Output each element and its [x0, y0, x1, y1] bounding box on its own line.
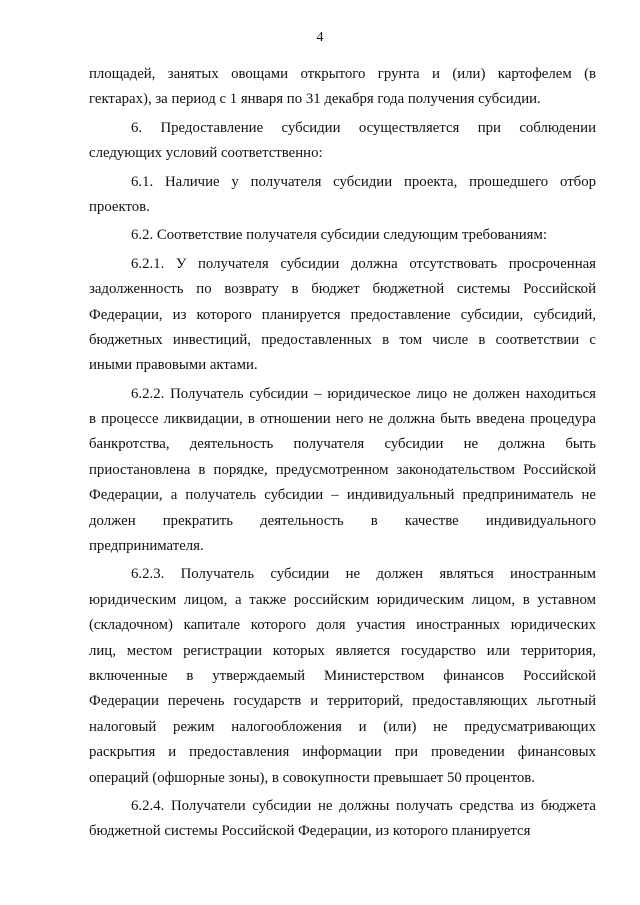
- document-body: [89, 62, 596, 848]
- paragraph: [89, 794, 596, 845]
- text-line: 6.1. Наличие у получателя субсидии проекта, прошедшего отбор: [131, 173, 596, 190]
- paragraph: [89, 382, 596, 560]
- page-number: 4: [316, 30, 324, 45]
- text-line: 6.2.3. Получатель субсидии не должен являться иностранным: [131, 566, 596, 583]
- text-line: в процессе ликвидации, в отношении него не должна быть введена процедура: [89, 411, 596, 428]
- text-line: (складочном) капитале которого доля участия иностранных юридических: [89, 617, 596, 634]
- text-line: проектов.: [89, 198, 150, 215]
- text-line: 6.2.4. Получатели субсидии не должны получать средства из бюджета: [131, 797, 596, 814]
- text-line: юридическим лицом, а также российским юридическим лицом, в уставном: [89, 591, 596, 608]
- text-line: налоговый режим налогообложения и (или) не предусматривающих: [89, 718, 596, 735]
- text-line: Федерации, из которого планируется предоставление субсидии, субсидий,: [89, 306, 596, 323]
- text-line: Федерации, а получатель субсидии – индивидуальный предприниматель не: [89, 487, 596, 504]
- text-line: бюджетной системы Российской Федерации, из которого планируется: [89, 823, 531, 840]
- text-line: 6.2.2. Получатель субсидии – юридическое лицо не должен находиться: [131, 385, 596, 402]
- paragraph: [89, 223, 596, 248]
- paragraph: [89, 562, 596, 791]
- text-line: 6. Предоставление субсидии осуществляется при соблюдении: [131, 119, 596, 136]
- text-line: предпринимателя.: [89, 538, 204, 555]
- text-line: раскрытия и предоставления информации при проведении финансовых: [89, 744, 596, 761]
- text-line: площадей, занятых овощами открытого грунта и (или) картофелем (в: [89, 66, 596, 82]
- paragraph: [89, 116, 596, 167]
- text-line: включенные в утверждаемый Министерством финансов Российской: [89, 667, 596, 684]
- text-line: иными правовыми актами.: [89, 357, 258, 374]
- text-line: гектарах), за период с 1 января по 31 декабря года получения субсидии.: [89, 91, 541, 108]
- paragraph: [89, 170, 596, 221]
- paragraph: [89, 252, 596, 379]
- text-line: Федерации перечень государств и территорий, предоставляющих льготный: [89, 693, 596, 710]
- text-line: лиц, местом регистрации которых является государство или территория,: [89, 642, 596, 659]
- text-line: бюджетных инвестиций, предоставленных в том числе в соответствии с: [89, 331, 596, 348]
- text-line: операций (офшорные зоны), в совокупности превышает 50 процентов.: [89, 769, 535, 786]
- text-line: 6.2. Соответствие получателя субсидии следующим требованиям:: [131, 227, 547, 244]
- text-line: банкротства, деятельность получателя субсидии не должна быть: [89, 436, 596, 453]
- paragraph: [89, 62, 596, 113]
- text-line: следующих условий соответственно:: [89, 145, 323, 162]
- text-line: 6.2.1. У получателя субсидии должна отсутствовать просроченная: [131, 255, 596, 272]
- text-line: задолженность по возврату в бюджет бюджетной системы Российской: [89, 281, 596, 298]
- text-line: должен прекратить деятельность в качестве индивидуального: [89, 512, 596, 529]
- text-line: приостановлена в порядке, предусмотренном законодательством Российской: [89, 461, 596, 478]
